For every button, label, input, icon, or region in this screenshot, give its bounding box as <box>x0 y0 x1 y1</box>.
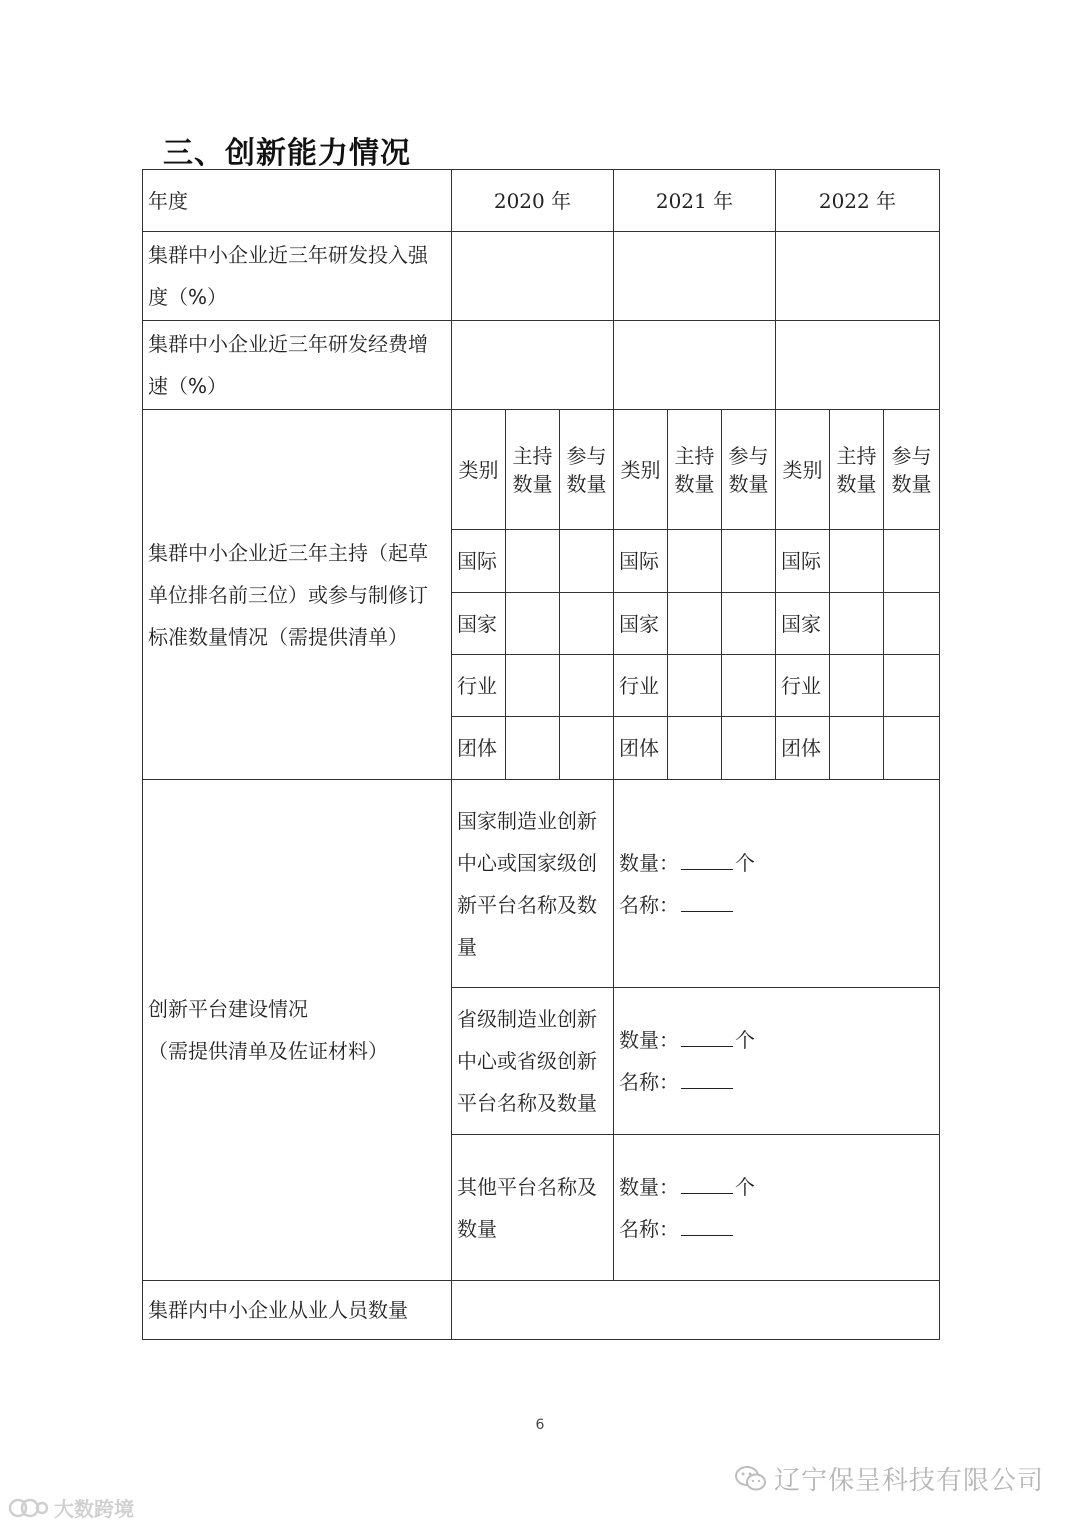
count-blank[interactable] <box>681 847 733 870</box>
platform-row-national <box>143 780 940 988</box>
host-cell[interactable] <box>668 655 722 717</box>
host-cell[interactable] <box>668 530 722 593</box>
year-2022: 2022 年 <box>776 170 940 232</box>
category-industry-2022: 行业 <box>776 655 830 717</box>
employees-label: 集群内中小企业从业人员数量 <box>143 1281 452 1340</box>
name-blank[interactable] <box>681 1213 733 1236</box>
count-unit: 个 <box>735 1174 755 1199</box>
rd-growth-row <box>143 321 940 410</box>
watermark-right-text: 辽宁保呈科技有限公司 <box>773 1466 1044 1496</box>
participate-cell[interactable] <box>722 530 776 593</box>
category-industry-2020: 行业 <box>452 655 506 717</box>
name-label: 名称： <box>619 1070 679 1094</box>
platform-other-fill <box>614 1135 940 1281</box>
category-international-2022: 国际 <box>776 530 830 593</box>
rd-intensity-label: 集群中小企业近三年研发投入强度（%） <box>143 232 452 321</box>
wechat-icon <box>734 1464 768 1494</box>
name-line <box>619 1208 934 1250</box>
platform-national-name: 国家制造业创新中心或国家级创新平台名称及数量 <box>452 780 614 988</box>
employees-row <box>143 1281 940 1340</box>
host-cell[interactable] <box>668 717 722 780</box>
participate-cell[interactable] <box>722 593 776 655</box>
category-header-2020: 类别 <box>452 410 506 530</box>
year-header-row <box>143 170 940 232</box>
host-cell[interactable] <box>506 530 560 593</box>
count-blank[interactable] <box>681 1171 733 1194</box>
host-header-2022: 主持数量 <box>830 410 884 530</box>
host-header-2020: 主持数量 <box>506 410 560 530</box>
count-unit: 个 <box>735 850 755 875</box>
rd-intensity-row <box>143 232 940 321</box>
participate-cell[interactable] <box>560 717 614 780</box>
rd-growth-2020-cell[interactable] <box>452 321 614 410</box>
standards-label: 集群中小企业近三年主持（起草单位排名前三位）或参与制修订标准数量情况（需提供清单） <box>143 410 452 780</box>
participate-header-2020: 参与数量 <box>560 410 614 530</box>
host-cell[interactable] <box>506 655 560 717</box>
count-blank[interactable] <box>681 1024 733 1047</box>
participate-cell[interactable] <box>884 717 940 780</box>
platform-label-line1: 创新平台建设情况 <box>148 997 308 1021</box>
count-label: 数量： <box>619 850 679 875</box>
count-unit: 个 <box>735 1028 755 1052</box>
watermark-right <box>734 1460 1044 1497</box>
participate-cell[interactable] <box>560 530 614 593</box>
participate-cell[interactable] <box>560 655 614 717</box>
count-line <box>619 842 934 884</box>
category-international-2020: 国际 <box>452 530 506 593</box>
category-national-2020: 国家 <box>452 593 506 655</box>
logo-icon <box>8 1496 48 1520</box>
participate-cell[interactable] <box>722 655 776 717</box>
rd-intensity-2021-cell[interactable] <box>614 232 776 321</box>
category-national-2022: 国家 <box>776 593 830 655</box>
category-group-2020: 团体 <box>452 717 506 780</box>
count-label: 数量： <box>619 1028 679 1052</box>
year-label: 年度 <box>143 170 452 232</box>
name-label: 名称： <box>619 892 679 917</box>
category-header-2022: 类别 <box>776 410 830 530</box>
category-international-2021: 国际 <box>614 530 668 593</box>
count-line <box>619 1166 934 1208</box>
platform-provincial-fill <box>614 988 940 1135</box>
host-cell[interactable] <box>830 530 884 593</box>
platform-provincial-name: 省级制造业创新中心或省级创新平台名称及数量 <box>452 988 614 1135</box>
name-blank[interactable] <box>681 1066 733 1089</box>
category-group-2021: 团体 <box>614 717 668 780</box>
name-line <box>619 1061 934 1103</box>
name-label: 名称： <box>619 1216 679 1241</box>
category-header-2021: 类别 <box>614 410 668 530</box>
participate-cell[interactable] <box>884 530 940 593</box>
category-national-2021: 国家 <box>614 593 668 655</box>
standards-header-row <box>143 410 940 530</box>
host-cell[interactable] <box>668 593 722 655</box>
participate-cell[interactable] <box>884 593 940 655</box>
count-label: 数量： <box>619 1174 679 1199</box>
innovation-table <box>142 169 940 1340</box>
host-cell[interactable] <box>830 655 884 717</box>
year-2020: 2020 年 <box>452 170 614 232</box>
watermark-left-text: 大数跨境 <box>54 1497 134 1521</box>
employees-cell[interactable] <box>452 1281 940 1340</box>
name-blank[interactable] <box>681 889 733 912</box>
rd-intensity-2022-cell[interactable] <box>776 232 940 321</box>
rd-growth-label: 集群中小企业近三年研发经费增速（%） <box>143 321 452 410</box>
participate-cell[interactable] <box>560 593 614 655</box>
year-2021: 2021 年 <box>614 170 776 232</box>
page-number: 6 <box>535 1417 545 1433</box>
watermark-left <box>8 1493 134 1522</box>
participate-header-2021: 参与数量 <box>722 410 776 530</box>
platform-label-line2: （需提供清单及佐证材料） <box>148 1039 388 1063</box>
host-cell[interactable] <box>830 717 884 780</box>
section-title: 三、创新能力情况 <box>163 136 411 171</box>
category-group-2022: 团体 <box>776 717 830 780</box>
platform-label <box>143 780 452 1281</box>
rd-intensity-2020-cell[interactable] <box>452 232 614 321</box>
platform-other-name: 其他平台名称及数量 <box>452 1135 614 1281</box>
participate-cell[interactable] <box>722 717 776 780</box>
category-industry-2021: 行业 <box>614 655 668 717</box>
participate-header-2022: 参与数量 <box>884 410 940 530</box>
rd-growth-2022-cell[interactable] <box>776 321 940 410</box>
count-line <box>619 1019 934 1061</box>
host-cell[interactable] <box>506 593 560 655</box>
platform-national-fill <box>614 780 940 988</box>
name-line <box>619 884 934 926</box>
rd-growth-2021-cell[interactable] <box>614 321 776 410</box>
host-header-2021: 主持数量 <box>668 410 722 530</box>
host-cell[interactable] <box>830 593 884 655</box>
host-cell[interactable] <box>506 717 560 780</box>
participate-cell[interactable] <box>884 655 940 717</box>
